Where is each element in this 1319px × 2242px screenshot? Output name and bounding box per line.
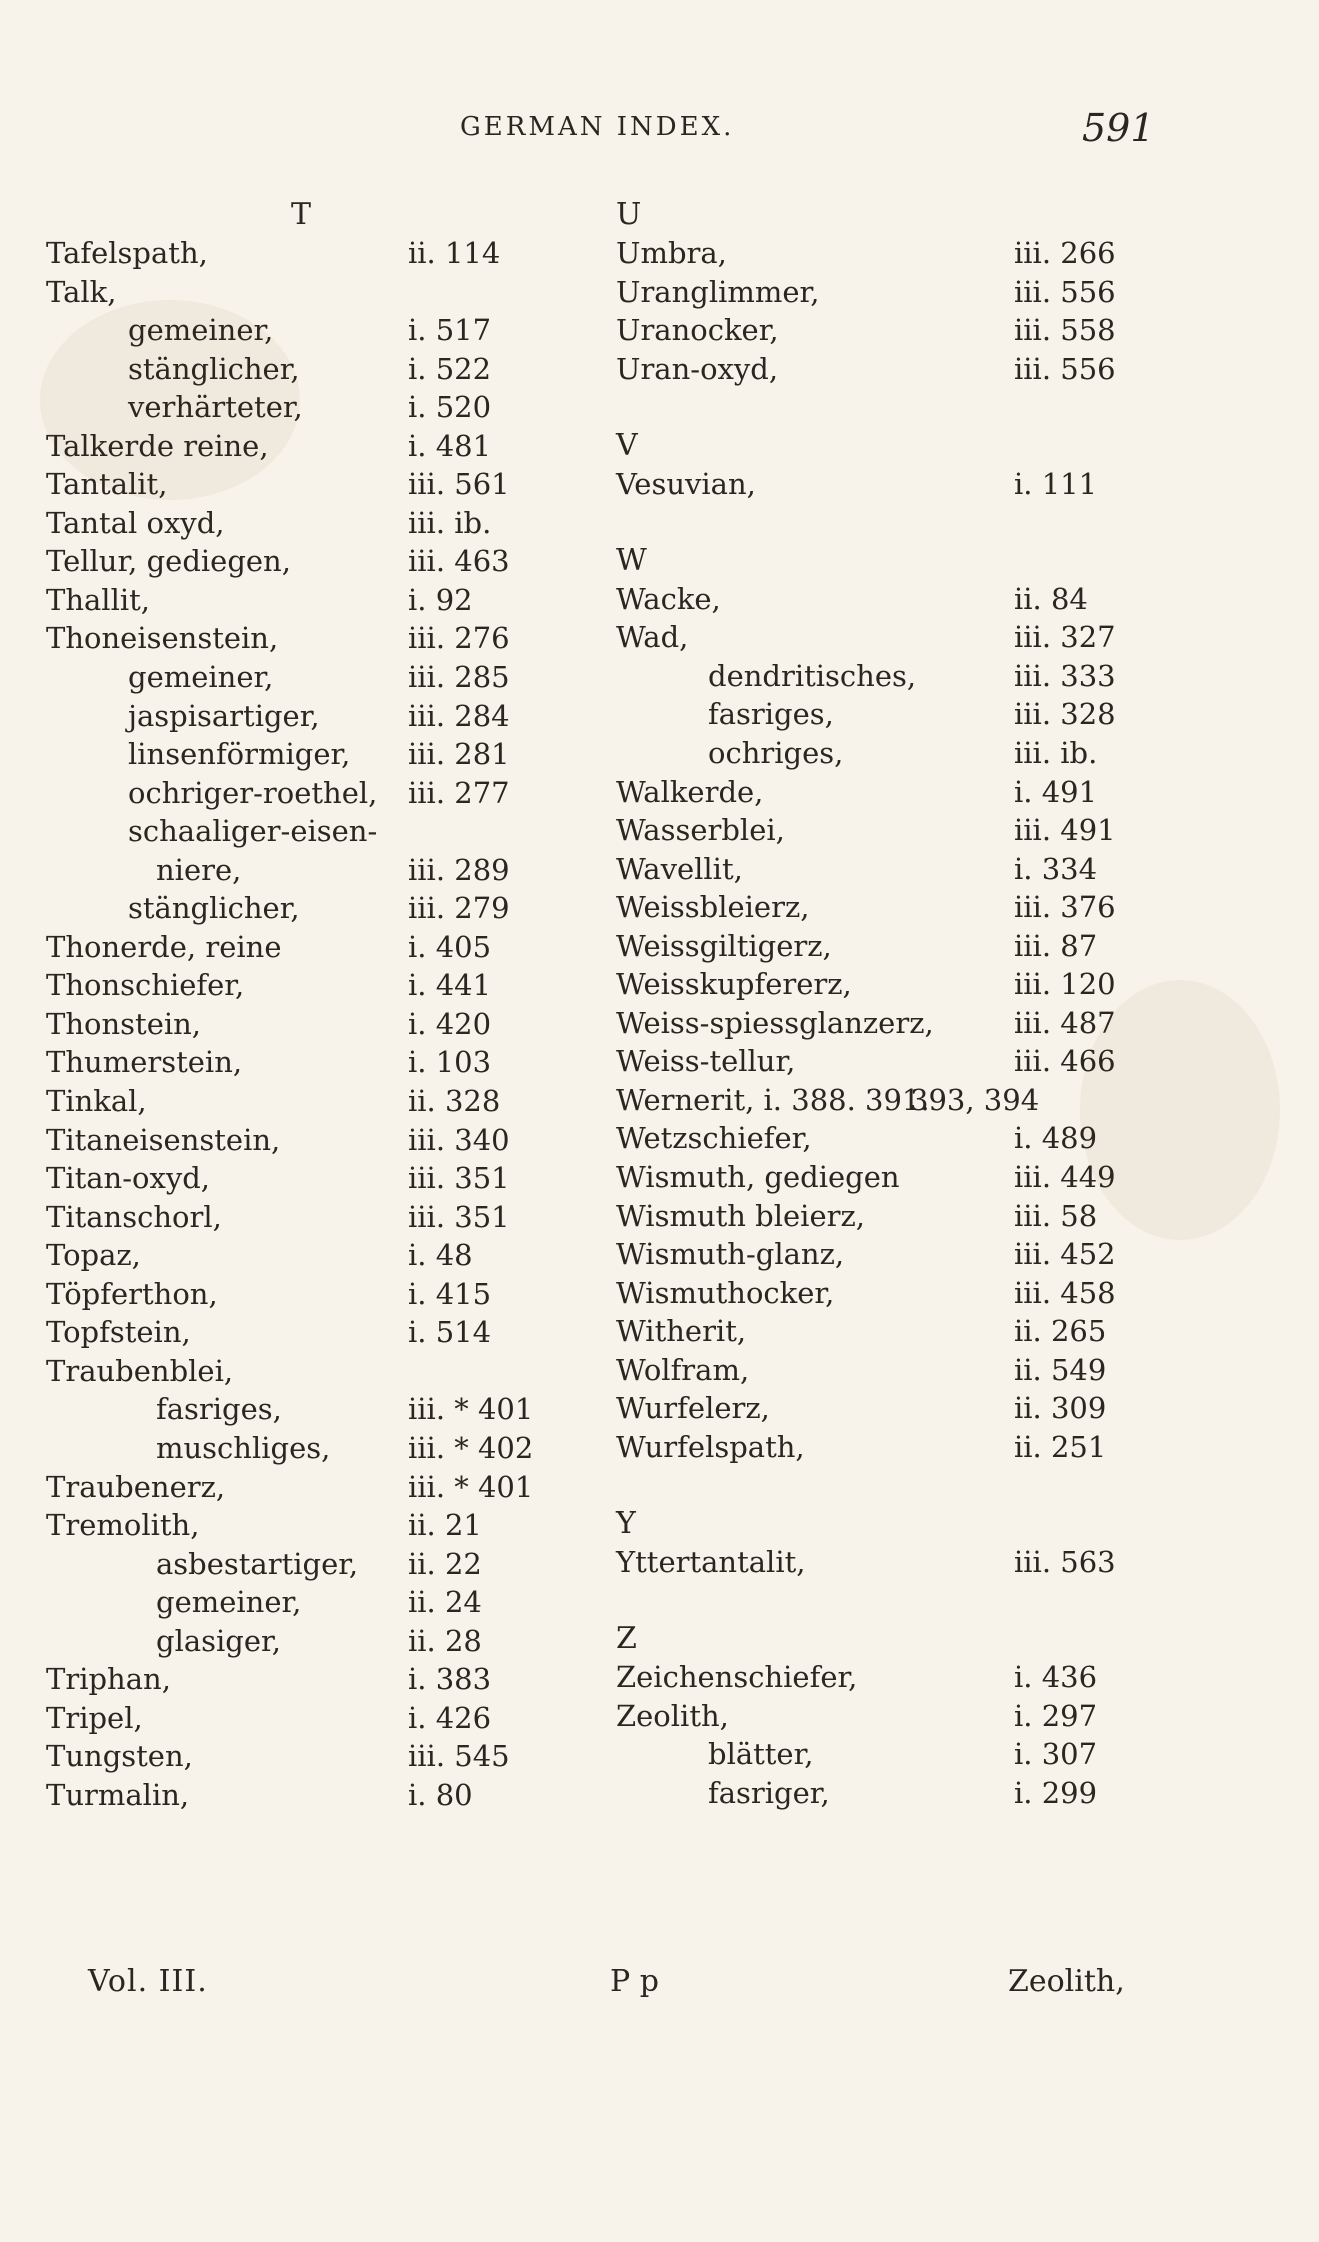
entry-reference: i. 299: [1014, 1775, 1098, 1810]
entry-term: Titan-oxyd,: [46, 1161, 211, 1196]
index-entry: [46, 542, 606, 581]
entry-reference: i. 426: [408, 1700, 492, 1735]
index-entry: [46, 735, 606, 774]
entry-term: Titaneisenstein,: [46, 1122, 281, 1157]
entry-term: Tafelspath,: [46, 236, 208, 270]
page-number: 591: [1082, 106, 1155, 150]
entry-reference: iii. 458: [1014, 1275, 1116, 1310]
entry-term: Zeichenschiefer,: [616, 1660, 858, 1695]
entry-term: Yttertantalit,: [616, 1544, 806, 1579]
volume-signature: Vol. III.: [88, 1964, 208, 1999]
entry-reference: iii. * 401: [408, 1469, 534, 1504]
index-entry: [46, 1583, 606, 1622]
entry-reference: iii. 277: [408, 775, 510, 810]
entry-reference: iii. 449: [1014, 1160, 1116, 1195]
page-footer: [0, 1964, 1319, 2008]
entry-term: Tungsten,: [46, 1739, 193, 1774]
index-entry: [616, 1235, 1168, 1274]
index-entry: [46, 427, 606, 466]
entry-reference: iii. 333: [1014, 658, 1116, 693]
entry-term: muschliges,: [156, 1430, 331, 1465]
index-entry: [616, 1735, 1168, 1774]
entry-term: Tinkal,: [46, 1084, 147, 1119]
entry-reference: i. 297: [1014, 1698, 1098, 1733]
entry-reference: ii. 251: [1014, 1429, 1107, 1464]
spacer: [616, 503, 1168, 542]
entry-term: ochriger-roethel,: [128, 775, 378, 810]
index-column-left: [46, 196, 606, 1814]
spacer: [616, 1582, 1168, 1621]
entry-term: fasriger,: [708, 1775, 830, 1810]
entry-term: niere,: [156, 852, 242, 887]
index-column-right: [616, 196, 1168, 1812]
section-heading: [616, 196, 1168, 234]
entry-term: Turmalin,: [46, 1777, 190, 1812]
entry-reference: iii. 452: [1014, 1237, 1116, 1272]
entry-term: fasriges,: [156, 1392, 282, 1427]
spacer: [616, 388, 1168, 427]
section-heading: [616, 1505, 1168, 1543]
entry-reference: i. 489: [1014, 1121, 1098, 1156]
entry-term: Wernerit, i. 388. 391.: [616, 1082, 930, 1117]
section-letter: W: [616, 542, 647, 578]
entry-term: Wurfelspath,: [616, 1429, 805, 1464]
entry-term: Wetzschiefer,: [616, 1121, 812, 1156]
entry-reference: iii. 556: [1014, 274, 1116, 309]
entry-reference: iii. 376: [1014, 890, 1116, 925]
index-entry: [616, 1197, 1168, 1236]
entry-term: Zeolith,: [616, 1698, 729, 1733]
entry-term: Wavellit,: [616, 851, 743, 886]
index-entry: [46, 388, 606, 427]
entry-term: Weiss-spiessglanzerz,: [616, 1005, 934, 1040]
index-entry: [46, 1121, 606, 1160]
signature-mark: P p: [610, 1964, 659, 1999]
entry-reference: i. 307: [1014, 1737, 1098, 1772]
entry-reference: ii. 549: [1014, 1352, 1107, 1387]
index-entry: [46, 1159, 606, 1198]
index-entry: [616, 850, 1168, 889]
entry-reference: ii. 28: [408, 1623, 482, 1658]
entry-reference: i. 522: [408, 351, 492, 386]
entry-term: glasiger,: [156, 1623, 281, 1658]
entry-term: Uranocker,: [616, 313, 779, 348]
entry-reference: 393, 394: [910, 1082, 1040, 1117]
index-entry: [616, 618, 1168, 657]
section-heading: [616, 542, 1168, 580]
entry-term: Wismuth-glanz,: [616, 1237, 845, 1272]
index-entry: [616, 1158, 1168, 1197]
catchword: Zeolith,: [1008, 1964, 1125, 1999]
index-entry: [46, 1313, 606, 1352]
entry-reference: i. 80: [408, 1777, 473, 1812]
entry-reference: iii. 281: [408, 737, 510, 772]
index-entry: [46, 1737, 606, 1776]
entry-reference: iii. 556: [1014, 351, 1116, 386]
entry-term: linsenförmiger,: [128, 737, 351, 772]
entry-term: Titanschorl,: [46, 1199, 222, 1234]
index-entry: [616, 465, 1168, 504]
entry-term: Wad,: [616, 620, 689, 655]
entry-reference: iii. 351: [408, 1199, 510, 1234]
index-entry: [46, 1275, 606, 1314]
section-heading: [616, 1620, 1168, 1658]
entry-reference: i. 92: [408, 582, 473, 617]
entry-reference: iii. 561: [408, 467, 510, 502]
index-entry: [46, 1468, 606, 1507]
index-entry: [46, 1545, 606, 1584]
index-entry: [46, 1390, 606, 1429]
entry-term: Wacke,: [616, 581, 721, 616]
section-letter: Z: [616, 1621, 637, 1657]
entry-reference: iii. * 401: [408, 1392, 534, 1427]
entry-term: gemeiner,: [156, 1585, 302, 1620]
entry-term: Thonstein,: [46, 1006, 202, 1041]
entry-reference: i. 491: [1014, 774, 1098, 809]
index-entry: [46, 273, 606, 312]
entry-reference: iii. 351: [408, 1161, 510, 1196]
index-entry: [616, 350, 1168, 389]
entry-term: Walkerde,: [616, 774, 764, 809]
index-entry: [616, 1042, 1168, 1081]
section-heading-t: T: [290, 197, 311, 232]
index-entry: [46, 1352, 606, 1391]
entry-term: Weissgiltigerz,: [616, 928, 832, 963]
entry-term: ochriges,: [708, 736, 844, 771]
entry-reference: i. 111: [1014, 466, 1098, 501]
entry-term: Weissbleierz,: [616, 890, 810, 925]
index-entry: [46, 851, 606, 890]
index-entry: [616, 811, 1168, 850]
index-entry: [46, 1236, 606, 1275]
index-entry: [46, 234, 606, 273]
entry-term: Tellur, gediegen,: [46, 544, 291, 579]
entry-term: Wismuth, gediegen: [616, 1160, 900, 1195]
entry-reference: i. 514: [408, 1315, 492, 1350]
entry-term: Uranglimmer,: [616, 274, 820, 309]
index-entry: [616, 734, 1168, 773]
index-entry: [46, 1506, 606, 1545]
entry-term: Umbra,: [616, 236, 727, 270]
entry-reference: i. 383: [408, 1662, 492, 1697]
entry-term: Traubenblei,: [46, 1353, 234, 1388]
index-entry: [616, 1774, 1168, 1813]
entry-reference: ii. 309: [1014, 1391, 1107, 1426]
section-heading: [616, 427, 1168, 465]
index-entry: [46, 581, 606, 620]
section-letter: Y: [616, 1505, 636, 1541]
entry-reference: iii. 276: [408, 621, 510, 656]
index-entry: [616, 273, 1168, 312]
entry-term: Topaz,: [46, 1238, 141, 1273]
entry-reference: i. 436: [1014, 1660, 1098, 1695]
entry-reference: ii. 24: [408, 1585, 482, 1620]
entry-reference: i. 481: [408, 428, 492, 463]
index-entry: [616, 965, 1168, 1004]
section-letter: V: [616, 427, 638, 463]
entry-reference: iii. 327: [1014, 620, 1116, 655]
spacer: [616, 1466, 1168, 1505]
index-entry: [616, 888, 1168, 927]
entry-term: Wolfram,: [616, 1352, 750, 1387]
entry-reference: ii. 328: [408, 1084, 501, 1119]
entry-reference: iii. 340: [408, 1122, 510, 1157]
index-entry: [46, 697, 606, 736]
entry-reference: ii. 21: [408, 1508, 482, 1543]
running-title: GERMAN INDEX.: [460, 112, 735, 142]
running-head: [0, 106, 1319, 152]
entry-term: Vesuvian,: [616, 466, 756, 501]
entry-reference: iii. 279: [408, 891, 510, 926]
entry-term: gemeiner,: [128, 660, 274, 695]
entry-reference: iii. 58: [1014, 1198, 1098, 1233]
index-entry: [46, 350, 606, 389]
entry-reference: iii. 289: [408, 852, 510, 887]
entry-term: stänglicher,: [128, 351, 300, 386]
index-entry: [46, 812, 606, 851]
index-entry: [616, 1081, 1168, 1120]
index-entry: [616, 311, 1168, 350]
index-entry: [46, 966, 606, 1005]
index-entry: [616, 1004, 1168, 1043]
entry-term: Witherit,: [616, 1314, 747, 1349]
entry-term: stänglicher,: [128, 891, 300, 926]
entry-term: Traubenerz,: [46, 1469, 226, 1504]
entry-term: schaaliger-eisen-: [128, 814, 378, 849]
entry-reference: iii. 284: [408, 698, 510, 733]
entry-reference: iii. 558: [1014, 313, 1116, 348]
index-entry: [616, 1428, 1168, 1467]
entry-term: Triphan,: [46, 1662, 171, 1697]
entry-term: Talk,: [46, 274, 117, 309]
index-entry: [46, 774, 606, 813]
index-entry: [46, 658, 606, 697]
entry-reference: iii. * 402: [408, 1430, 534, 1465]
index-entry: [616, 695, 1168, 734]
index-entry: [46, 1082, 606, 1121]
entry-reference: i. 48: [408, 1238, 473, 1273]
entry-term: Wismuthocker,: [616, 1275, 835, 1310]
entry-term: Tantalit,: [46, 467, 168, 502]
entry-reference: ii. 265: [1014, 1314, 1107, 1349]
index-entry: [616, 1119, 1168, 1158]
index-entry: [46, 311, 606, 350]
entry-term: Tripel,: [46, 1700, 143, 1735]
entry-term: fasriges,: [708, 697, 834, 732]
entry-reference: iii. 463: [408, 544, 510, 579]
index-entry: [46, 1660, 606, 1699]
entry-reference: i. 415: [408, 1276, 492, 1311]
entry-reference: iii. ib.: [408, 505, 492, 540]
index-entry: [46, 465, 606, 504]
entry-term: Uran-oxyd,: [616, 351, 779, 386]
entry-term: Wurfelerz,: [616, 1391, 770, 1426]
entry-term: Töpferthon,: [46, 1276, 218, 1311]
entry-term: Thonerde, reine: [46, 929, 282, 964]
index-entry: [616, 234, 1168, 273]
index-entry: [616, 1697, 1168, 1736]
index-entry: [46, 1198, 606, 1237]
entry-term: Tremolith,: [46, 1508, 200, 1543]
entry-reference: i. 103: [408, 1045, 492, 1080]
entry-term: Wismuth bleierz,: [616, 1198, 865, 1233]
entry-term: Talkerde reine,: [46, 428, 269, 463]
entry-term: jaspisartiger,: [128, 698, 320, 733]
entry-term: Thoneisenstein,: [46, 621, 279, 656]
entry-reference: iii. 328: [1014, 697, 1116, 732]
entry-reference: iii. 285: [408, 660, 510, 695]
entry-reference: ii. 22: [408, 1546, 482, 1581]
index-entry: [46, 1776, 606, 1815]
index-entry: [616, 1658, 1168, 1697]
index-entry: [616, 773, 1168, 812]
index-entry: [616, 1543, 1168, 1582]
entry-term: dendritisches,: [708, 658, 917, 693]
entry-term: Thallit,: [46, 582, 151, 617]
entry-reference: i. 405: [408, 929, 492, 964]
entry-term: Thonschiefer,: [46, 968, 245, 1003]
index-entry: [46, 1005, 606, 1044]
entry-reference: iii. 487: [1014, 1005, 1116, 1040]
index-entry: [46, 504, 606, 543]
index-entry: [616, 657, 1168, 696]
entry-reference: i. 441: [408, 968, 492, 1003]
index-entry: [46, 928, 606, 967]
entry-reference: i. 334: [1014, 851, 1098, 886]
entry-term: blätter,: [708, 1737, 814, 1772]
entry-reference: i. 517: [408, 313, 492, 348]
index-entry: [46, 1699, 606, 1738]
entry-term: asbestartiger,: [156, 1546, 359, 1581]
entry-reference: i. 520: [408, 390, 492, 425]
index-entry: [46, 1622, 606, 1661]
index-entry: [46, 889, 606, 928]
index-entry: [616, 580, 1168, 619]
entry-reference: iii. ib.: [1014, 736, 1098, 771]
index-entry: [46, 1429, 606, 1468]
entry-reference: iii. 120: [1014, 967, 1116, 1002]
index-entry: [616, 1312, 1168, 1351]
entry-reference: iii. 466: [1014, 1044, 1116, 1079]
entry-reference: ii. 114: [408, 236, 501, 270]
entry-reference: iii. 266: [1014, 236, 1116, 270]
index-entry: [46, 1043, 606, 1082]
index-entry: [616, 1389, 1168, 1428]
entry-reference: iii. 563: [1014, 1544, 1116, 1579]
entry-term: Thumerstein,: [46, 1045, 243, 1080]
entry-reference: i. 420: [408, 1006, 492, 1041]
entry-term: verhärteter,: [128, 390, 303, 425]
index-entry: [46, 619, 606, 658]
entry-term: Topfstein,: [46, 1315, 191, 1350]
section-letter: U: [616, 197, 642, 232]
entry-reference: iii. 87: [1014, 928, 1098, 963]
entry-term: Weisskupfererz,: [616, 967, 852, 1002]
entry-term: Tantal oxyd,: [46, 505, 225, 540]
entry-reference: iii. 491: [1014, 813, 1116, 848]
index-entry: [616, 927, 1168, 966]
entry-reference: ii. 84: [1014, 581, 1088, 616]
entry-term: Wasserblei,: [616, 813, 785, 848]
entry-reference: iii. 545: [408, 1739, 510, 1774]
index-entry: [616, 1351, 1168, 1390]
index-entry: [616, 1274, 1168, 1313]
entry-term: gemeiner,: [128, 313, 274, 348]
entry-term: Weiss-tellur,: [616, 1044, 796, 1079]
